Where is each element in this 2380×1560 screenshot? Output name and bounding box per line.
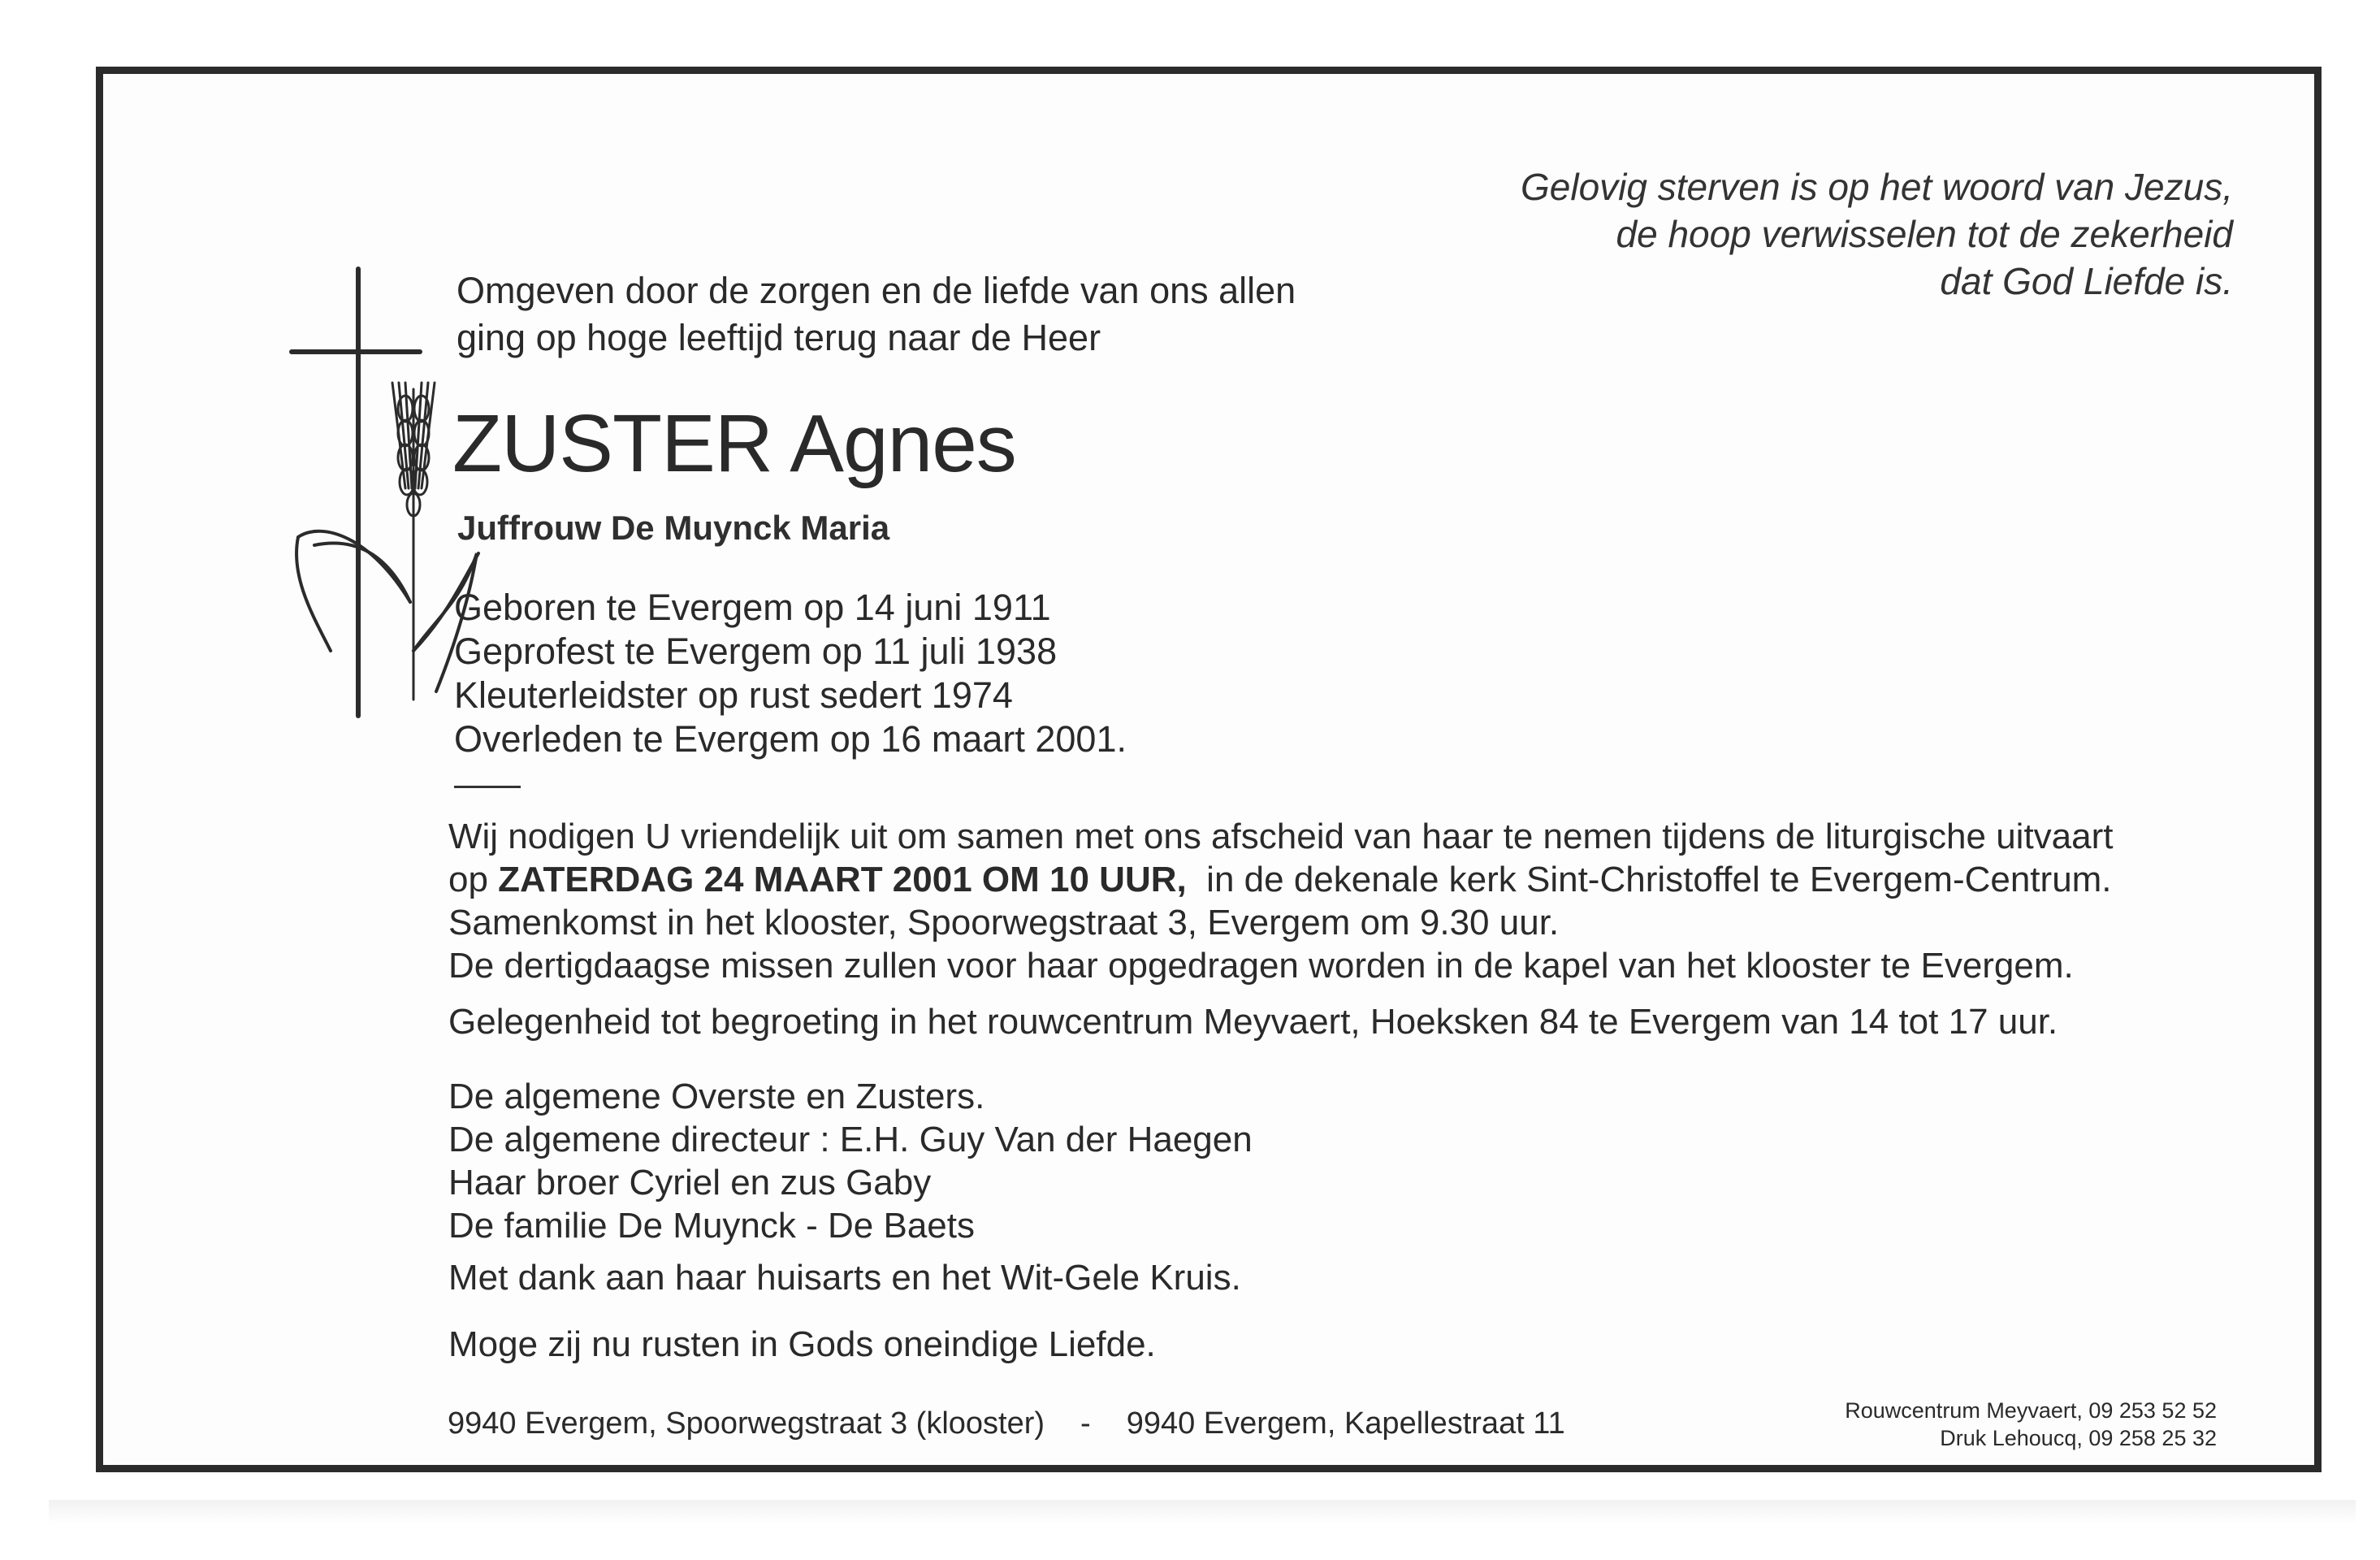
family-line: De algemene directeur : E.H. Guy Van der Haegen <box>448 1120 1253 1159</box>
printer-line: Druk Lehoucq, 09 258 25 32 <box>1940 1426 2217 1450</box>
invitation-line: Samenkomst in het klooster, Spoorwegstraat 3, Evergem om 9.30 uur. <box>448 903 1560 942</box>
family-line: De familie De Muynck - De Baets <box>448 1206 975 1246</box>
card-shadow <box>49 1500 2356 1524</box>
deceased-name: ZUSTER Agnes <box>452 398 1016 489</box>
invitation-line: Wij nodigen U vriendelijk uit om samen met ons afscheid van haar te nemen tijdens de liturgische uitvaart <box>448 817 2114 856</box>
divider-rule <box>454 786 521 788</box>
life-dates <box>454 586 1127 761</box>
printer-info <box>1845 1397 2217 1452</box>
rest-text: Moge zij nu rusten in Gods oneindige Liefde. <box>448 1324 1156 1364</box>
scripture-quote <box>1521 163 2233 305</box>
footer-addresses <box>448 1406 1565 1441</box>
family-line: Haar broer Cyriel en zus Gaby <box>448 1163 932 1202</box>
deceased-civil-name: Juffrouw De Muynck Maria <box>457 509 890 547</box>
quote-line: de hoop verwisselen tot de zekerheid <box>1616 213 2233 255</box>
funeral-home-line: Rouwcentrum Meyvaert, 09 253 52 52 <box>1845 1398 2217 1423</box>
quote-line: dat God Liefde is. <box>1940 260 2233 302</box>
funeral-invitation <box>448 815 2113 987</box>
date-line: Geboren te Evergem op 14 juni 1911 <box>454 587 1051 628</box>
intro-line: Omgeven door de zorgen en de liefde van ons allen <box>457 270 1296 311</box>
address-family: 9940 Evergem, Kapellestraat 11 <box>1126 1406 1565 1441</box>
date-line: Kleuterleidster op rust sedert 1974 <box>454 674 1013 716</box>
address-separator: - <box>1080 1406 1091 1441</box>
greeting-text: Gelegenheid tot begroeting in het rouwcentrum Meyvaert, Hoeksken 84 te Evergem van 14 tot 17 uur. <box>448 1002 2058 1042</box>
date-line: Geprofest te Evergem op 11 juli 1938 <box>454 630 1058 672</box>
intro-line: ging op hoge leeftijd terug naar de Heer <box>457 317 1101 358</box>
invitation-prefix: op <box>448 860 499 899</box>
invitation-location: in de dekenale kerk Sint-Christoffel te Evergem-Centrum. <box>1186 860 2112 899</box>
invitation-line: De dertigdaagse missen zullen voor haar opgedragen worden in de kapel van het klooster te Evergem. <box>448 946 2074 986</box>
date-line: Overleden te Evergem op 16 maart 2001. <box>454 718 1127 760</box>
family-line: De algemene Overste en Zusters. <box>448 1077 985 1116</box>
family-list <box>448 1075 1253 1247</box>
intro-text <box>457 267 1296 362</box>
address-monastery: 9940 Evergem, Spoorwegstraat 3 (klooster) <box>448 1406 1045 1441</box>
funeral-date: ZATERDAG 24 MAART 2001 OM 10 UUR, <box>498 860 1187 899</box>
invitation-line <box>448 858 2113 901</box>
thanks-text: Met dank aan haar huisarts en het Wit-Gele Kruis. <box>448 1258 1241 1298</box>
quote-line: Gelovig sterven is op het woord van Jezus, <box>1520 166 2233 208</box>
mourning-card <box>96 67 2322 1472</box>
